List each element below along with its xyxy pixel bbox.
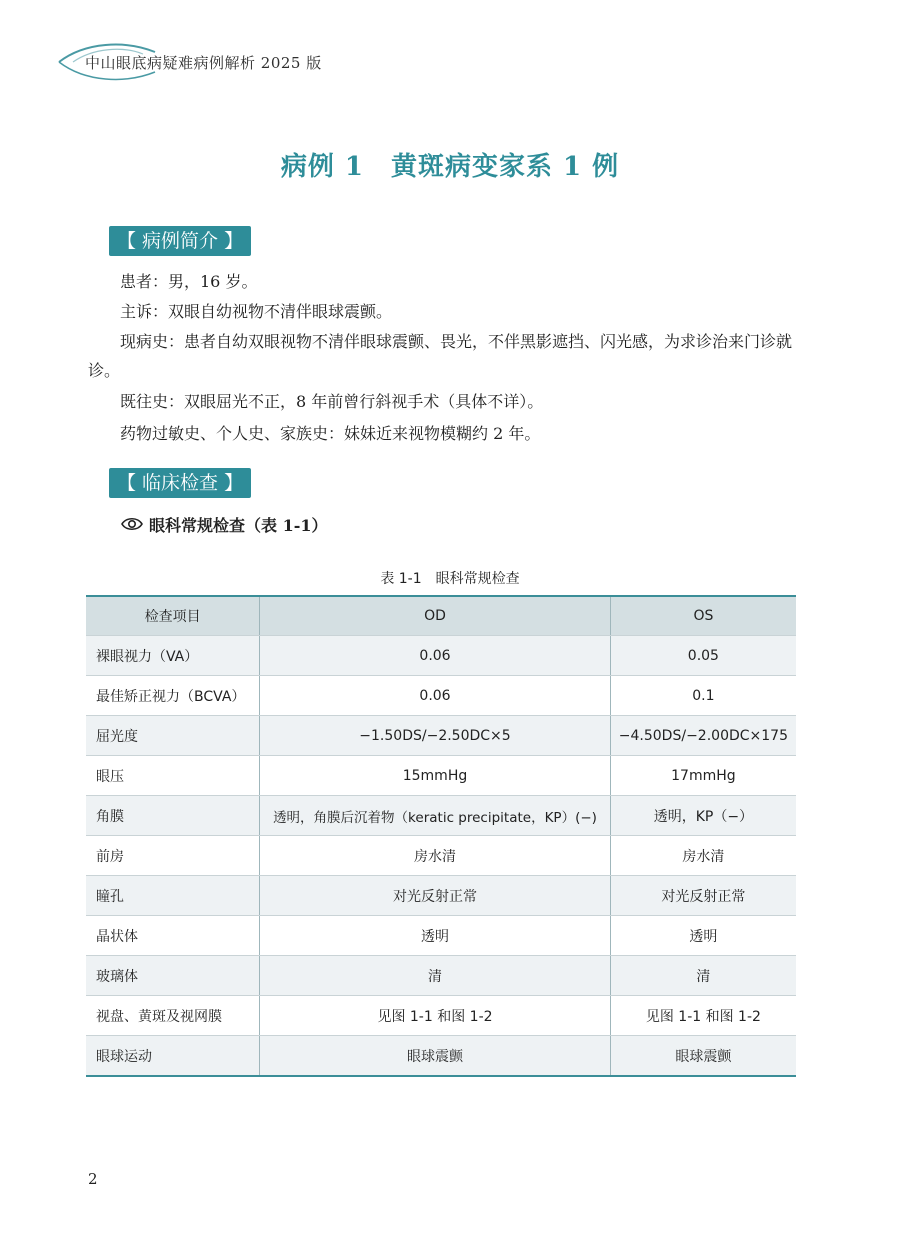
- row-os: −4.50DS/−2.00DC×175: [610, 716, 796, 756]
- page-number: 2: [88, 1170, 98, 1188]
- section-tag-clinical: 【 临床检查 】: [109, 468, 251, 498]
- row-item: 玻璃体: [86, 956, 260, 996]
- row-os: 透明: [610, 916, 796, 956]
- row-os: 见图 1-1 和图 1-2: [610, 996, 796, 1036]
- row-od: 15mmHg: [260, 756, 611, 796]
- row-os: 0.05: [610, 636, 796, 676]
- row-os: 对光反射正常: [610, 876, 796, 916]
- row-od: 透明，角膜后沉着物（keratic precipitate，KP）(−): [260, 796, 611, 836]
- header-od: OD: [260, 596, 611, 636]
- table-row: [86, 1036, 796, 1077]
- table-row: [86, 716, 796, 756]
- row-item: 视盘、黄斑及视网膜: [86, 996, 260, 1036]
- table-row: [86, 956, 796, 996]
- intro-complaint: 主诉：双眼自幼视物不清伴眼球震颤。: [120, 302, 393, 321]
- intro-other-history: 药物过敏史、个人史、家族史：妹妹近来视物模糊约 2 年。: [120, 424, 541, 443]
- intro-past-history: 既往史：双眼屈光不正，8 年前曾行斜视手术（具体不详）。: [120, 392, 544, 411]
- row-item: 最佳矫正视力（BCVA）: [86, 676, 260, 716]
- row-od: 见图 1-1 和图 1-2: [260, 996, 611, 1036]
- row-od: 眼球震颤: [260, 1036, 611, 1077]
- row-item: 裸眼视力（VA）: [86, 636, 260, 676]
- table-header-row: [86, 596, 796, 636]
- row-item: 瞳孔: [86, 876, 260, 916]
- table-row: [86, 996, 796, 1036]
- row-os: 透明，KP（−）: [610, 796, 796, 836]
- table-caption: 表 1-1 眼科常规检查: [380, 571, 520, 587]
- row-item: 屈光度: [86, 716, 260, 756]
- row-od: 对光反射正常: [260, 876, 611, 916]
- case-title: 病例 1 黄斑病变家系 1 例: [280, 152, 620, 182]
- header-item: 检查项目: [86, 596, 260, 636]
- table-row: [86, 836, 796, 876]
- row-os: 17mmHg: [610, 756, 796, 796]
- intro-present-history: 现病史：患者自幼双眼视物不清伴眼球震颤、畏光，不伴黑影遮挡、闪光感，为求诊治来门诊就诊。: [88, 332, 793, 380]
- table-row: [86, 916, 796, 956]
- table-row: [86, 876, 796, 916]
- row-os: 房水清: [610, 836, 796, 876]
- exam-table: [86, 595, 796, 1077]
- row-od: 清: [260, 956, 611, 996]
- table-row: [86, 756, 796, 796]
- row-item: 前房: [86, 836, 260, 876]
- row-os: 眼球震颤: [610, 1036, 796, 1077]
- clinical-subheading: [121, 510, 327, 538]
- intro-patient: 患者：男，16 岁。: [120, 272, 258, 291]
- row-os: 0.1: [610, 676, 796, 716]
- header-os: OS: [610, 596, 796, 636]
- row-od: 0.06: [260, 676, 611, 716]
- section-tag-intro: 【 病例简介 】: [109, 226, 251, 256]
- eye-icon: [121, 516, 143, 532]
- table-row: [86, 636, 796, 676]
- row-od: 房水清: [260, 836, 611, 876]
- row-item: 眼球运动: [86, 1036, 260, 1077]
- clinical-subheading-text: 眼科常规检查（表 1-1）: [149, 515, 328, 535]
- row-od: 透明: [260, 916, 611, 956]
- row-item: 眼压: [86, 756, 260, 796]
- running-title: 中山眼底病疑难病例解析 2025 版: [85, 54, 322, 72]
- row-od: −1.50DS/−2.50DC×5: [260, 716, 611, 756]
- row-item: 晶状体: [86, 916, 260, 956]
- row-od: 0.06: [260, 636, 611, 676]
- row-item: 角膜: [86, 796, 260, 836]
- table-row: [86, 676, 796, 716]
- running-header: [55, 38, 375, 84]
- row-os: 清: [610, 956, 796, 996]
- table-row: [86, 796, 796, 836]
